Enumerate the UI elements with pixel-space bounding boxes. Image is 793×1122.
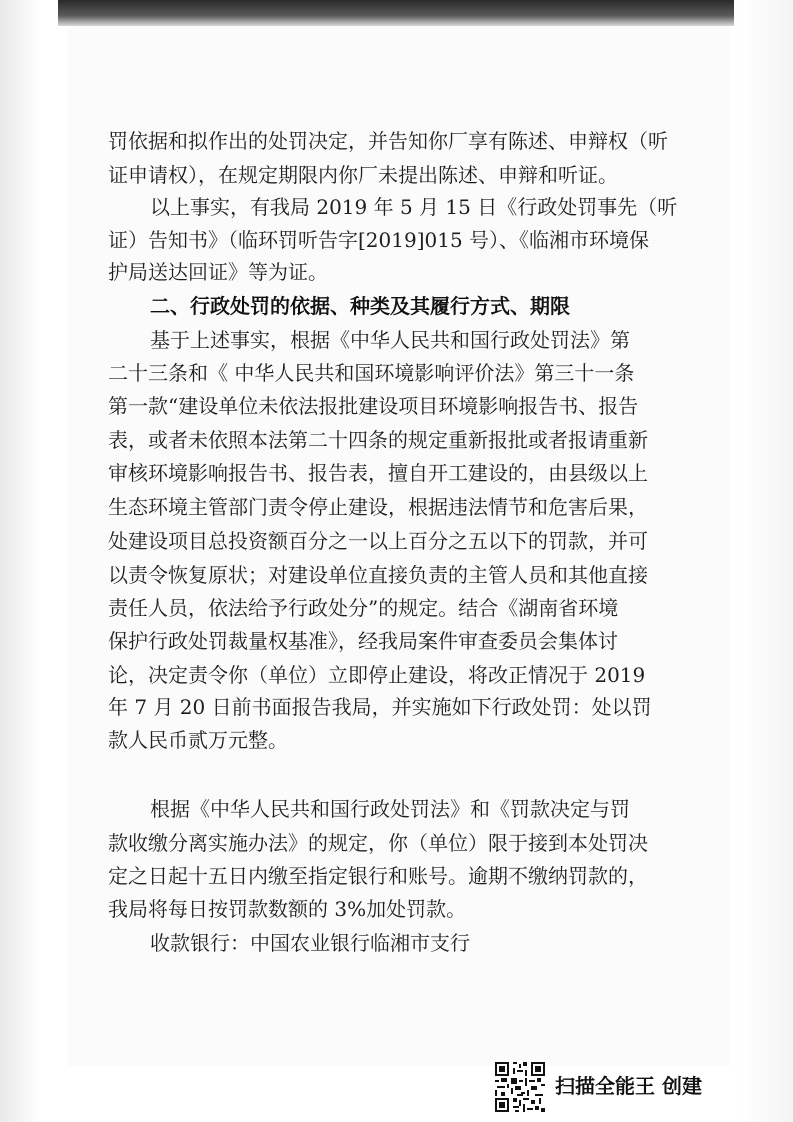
text-line: 保护行政处罚裁量权基准》，经我局案件审查委员会集体讨 xyxy=(108,629,618,653)
text-line: 款人民币贰万元整。 xyxy=(108,728,288,752)
text-line: 论，决定责令你（单位）立即停止建设，将改正情况于 2019 xyxy=(108,663,646,687)
text-line: 以责令恢复原状；对建设单位直接负责的主管人员和其他直接 xyxy=(108,563,648,587)
text-line: 生态环境主管部门责令停止建设，根据违法情节和危害后果， xyxy=(108,495,648,519)
section-heading: 二、行政处罚的依据、种类及其履行方式、期限 xyxy=(150,294,570,318)
text-line: 基于上述事实，根据《中华人民共和国行政处罚法》第 xyxy=(150,328,630,352)
text-line: 根据《中华人民共和国行政处罚法》和《罚款决定与罚 xyxy=(150,797,630,821)
text-line: 年 7 月 20 日前书面报告我局，并实施如下行政处罚：处以罚 xyxy=(108,695,652,719)
text-line: 以上事实，有我局 2019 年 5 月 15 日《行政处罚事先（听 xyxy=(150,195,678,219)
scanner-watermark xyxy=(495,1062,725,1114)
text-line: 责任人员，依法给予行政处分”的规定。结合《湖南省环境 xyxy=(108,596,619,620)
text-line: 款收缴分离实施办法》的规定，你（单位）限于接到本处罚决 xyxy=(108,831,648,855)
text-line: 二十三条和《 中华人民共和国环境影响评价法》第三十一条 xyxy=(108,361,635,385)
text-line: 审核环境影响报告书、报告表，擅自开工建设的，由县级以上 xyxy=(108,461,648,485)
qr-code-icon xyxy=(495,1062,545,1112)
text-line: 定之日起十五日内缴至指定银行和账号。逾期不缴纳罚款的， xyxy=(108,864,648,888)
scan-top-edge xyxy=(58,0,734,26)
watermark-text: 扫描全能王 创建 xyxy=(555,1074,702,1098)
text-line: 表，或者未依照本法第二十四条的规定重新报批或者报请重新 xyxy=(108,428,648,452)
text-line: 证申请权），在规定期限内你厂未提出陈述、申辩和听证。 xyxy=(108,163,618,187)
text-line: 证）告知书》（临环罚听告字[2019]015 号）、《临湘市环境保 xyxy=(108,228,650,252)
text-line: 收款银行：中国农业银行临湘市支行 xyxy=(150,931,470,955)
text-line: 第一款“建设单位未依法报批建设项目环境影响报告书、报告 xyxy=(108,394,639,418)
text-line: 罚依据和拟作出的处罚决定，并告知你厂享有陈述、申辩权（听 xyxy=(108,129,668,153)
text-line: 我局将每日按罚款数额的 3%加处罚款。 xyxy=(108,897,467,921)
text-line: 护局送达回证》等为证。 xyxy=(108,260,328,284)
text-line: 处建设项目总投资额百分之一以上百分之五以下的罚款，并可 xyxy=(108,529,648,553)
